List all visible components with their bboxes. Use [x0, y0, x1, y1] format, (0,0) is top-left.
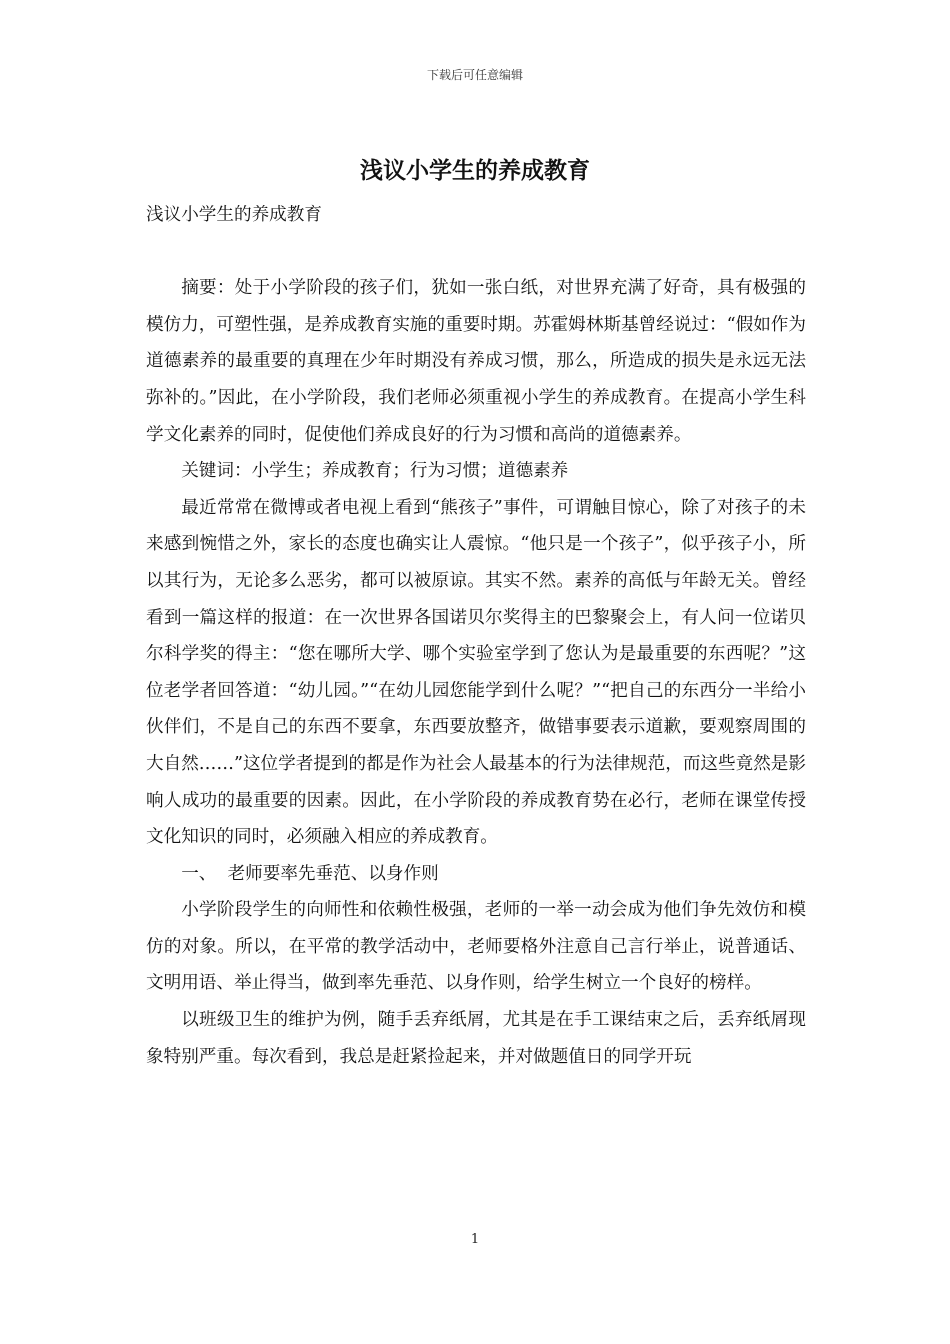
section-heading-1: 一、 老师要率先垂范、以身作则 — [181, 863, 439, 884]
section-1-paragraph-1: 小学阶段学生的向师性和依赖性极强，老师的一举一动会成为他们争先效仿和模仿的对象。所以，在平常的教学活动中，老师要格外注意自己言行举止，说普通话、文明用语、举止得当，做到率先垂范、以身作则，给学生树立一个良好的榜样。 — [146, 900, 806, 994]
intro-paragraph: 最近常常在微博或者电视上看到“熊孩子”事件，可谓触目惊心，除了对孩子的未来感到惋惜之外，家长的态度也确实让人震惊。“他只是一个孩子”，似乎孩子小，所以其行为，无论多么恶劣，都可以被原谅。其实不然。素养的高低与年龄无关。曾经看到一篇这样的报道：在一次世界各国诺贝尔奖得主的巴黎聚会上，有人问一位诺贝尔科学奖的得主：“您在哪所大学、哪个实验室学到了您认为是最重要的东西呢？”这位老学者回答道：“幼儿园。”“在幼儿园您能学到什么呢？”“把自己的东西分一半给小伙伴们，不是自己的东西不要拿，东西要放整齐，做错事要表示道歉，要观察周围的大自然……”这位学者提到的都是作为社会人最基本的行为法律规范，而这些竟然是影响人成功的最重要的因素。因此，在小学阶段的养成教育势在必行，老师在课堂传授文化知识的同时，必须融入相应的养成教育。 — [146, 497, 806, 848]
document-title: 浅议小学生的养成教育 — [360, 157, 590, 184]
page-number: 1 — [470, 1232, 480, 1247]
keywords-paragraph: 关键词：小学生；养成教育；行为习惯；道德素养 — [181, 461, 569, 482]
document-subtitle: 浅议小学生的养成教育 — [146, 205, 322, 225]
document-body — [146, 197, 806, 1075]
abstract-paragraph: 摘要：处于小学阶段的孩子们，犹如一张白纸，对世界充满了好奇，具有极强的模仿力，可塑性强，是养成教育实施的重要时期。苏霍姆林斯基曾经说过：“假如作为道德素养的最重要的真理在少年时期没有养成习惯，那么，所造成的损失是永远无法弥补的。”因此，在小学阶段，我们老师必须重视小学生的养成教育。在提高小学生科学文化素养的同时，促使他们养成良好的行为习惯和高尚的道德素养。 — [146, 278, 806, 445]
section-1-paragraph-2: 以班级卫生的维护为例，随手丢弃纸屑，尤其是在手工课结束之后，丢弃纸屑现象特别严重。每次看到，我总是赶紧捡起来，并对做题值日的同学开玩 — [146, 1010, 806, 1067]
header-note: 下载后可任意编辑 — [426, 68, 523, 82]
